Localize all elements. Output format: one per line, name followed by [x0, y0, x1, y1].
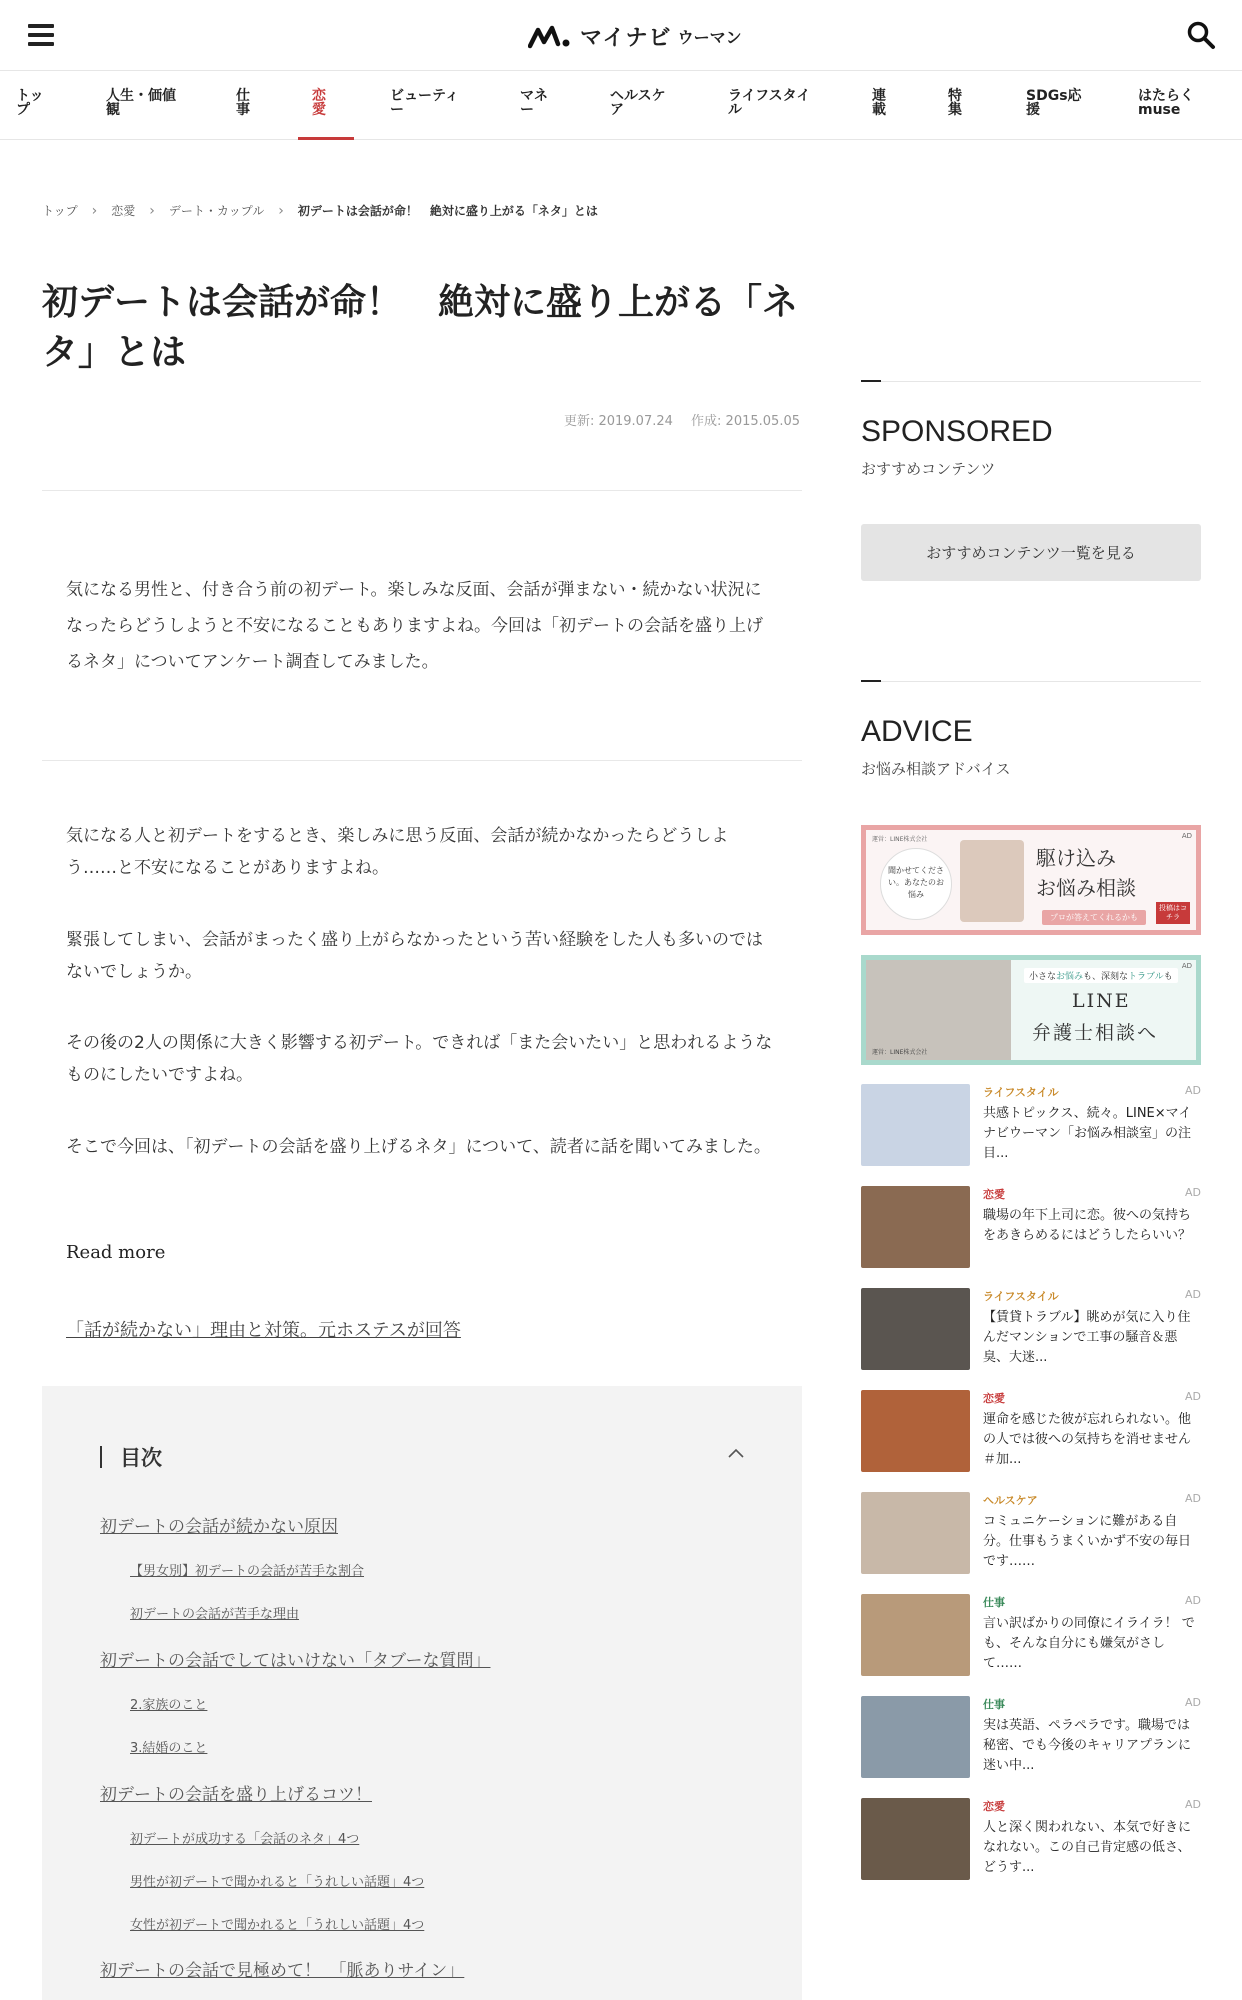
news-category: ヘルスケア: [983, 1494, 1038, 1507]
nav-item-top[interactable]: トップ: [16, 88, 44, 118]
banner-org: 運営：LINE株式会社: [872, 1049, 928, 1056]
breadcrumb-item[interactable]: デート・カップル: [168, 204, 265, 218]
news-thumbnail: [861, 1288, 970, 1370]
article-title: 初デートは会話が命！ 絶対に盛り上がる「ネタ」とは: [42, 282, 799, 373]
breadcrumb: [42, 202, 598, 219]
news-category: 仕事: [983, 1698, 1005, 1711]
news-title: 実は英語、ペラペラです。職場では秘密、でも今後のキャリアプランに迷い中...: [983, 1718, 1192, 1773]
sidebar-news-item[interactable]: [861, 1390, 1201, 1472]
toc-link[interactable]: 初デートの会話で見極めて！ 「脈ありサイン」: [100, 1961, 465, 1981]
banner-headline-2: 弁護士相談へ: [1032, 1022, 1159, 1044]
section-line: [881, 681, 1201, 682]
banner-org: 運営：LINE株式会社: [872, 836, 928, 843]
news-thumbnail: [861, 1594, 970, 1676]
toc-link[interactable]: 男性が初デートで聞かれると「うれしい話題」4つ: [130, 1875, 425, 1890]
toc-link[interactable]: 2.家族のこと: [130, 1698, 208, 1713]
created-date: 作成: 2015.05.05: [691, 414, 800, 429]
news-thumbnail: [861, 1390, 970, 1472]
article-paragraph: その後の2人の関係に大きく影響する初デート。できれば「また会いたい」と思われるようなものにしたいですよね。: [66, 1033, 773, 1085]
banner-tagline: [1024, 968, 1178, 983]
ad-label: AD: [1185, 1594, 1201, 1607]
nav-item-muse[interactable]: はたらくmuse: [1138, 88, 1194, 118]
sponsored-heading: SPONSORED: [861, 415, 1053, 448]
toc-header: [100, 1442, 162, 1472]
sidebar-news-item[interactable]: [861, 1594, 1201, 1676]
article-paragraph: 緊張してしまい、会話がまったく盛り上がらなかったという苦い経験をした人も多いのではないでしょうか。: [66, 930, 763, 982]
news-category: 恋愛: [983, 1188, 1005, 1201]
related-article-link[interactable]: 「話が続かない」理由と対策。元ホステスが回答: [66, 1320, 461, 1341]
lawyer-consultation-banner[interactable]: [861, 955, 1201, 1065]
speech-bubble: 聞かせてください。あなたのお悩み: [880, 848, 952, 920]
news-thumbnail: [861, 1084, 970, 1166]
tag-part-accent: お悩み: [1056, 972, 1084, 982]
active-tab-indicator: [298, 137, 354, 140]
banner-headline-1: 駆け込み: [1036, 846, 1116, 870]
updated-date: 更新: 2019.07.24: [563, 414, 673, 429]
ad-label: AD: [1185, 1696, 1201, 1709]
breadcrumb-current: 初デートは会話が命！ 絶対に盛り上がる「ネタ」とは: [297, 204, 598, 218]
banner-tagline: プロが答えてくれるかも: [1042, 910, 1146, 925]
ad-label: AD: [1185, 1084, 1201, 1097]
sidebar-news-item[interactable]: [861, 1798, 1201, 1880]
section-dash: [861, 380, 881, 382]
news-category: 恋愛: [983, 1392, 1005, 1405]
chevron-right-icon: ›: [149, 202, 155, 219]
nav-item-love[interactable]: 恋愛: [312, 88, 326, 118]
logo-sub: ウーマン: [677, 27, 742, 47]
ad-label: AD: [1181, 832, 1192, 840]
nav-item-work[interactable]: 仕事: [236, 88, 250, 118]
divider: [42, 490, 802, 491]
toc-link[interactable]: 初デートの会話が続かない原因: [100, 1517, 338, 1537]
toc-title: 目次: [120, 1446, 162, 1470]
logo-mark-icon: [528, 22, 574, 50]
toc-link[interactable]: 初デートの会話を盛り上げるコツ！: [100, 1785, 372, 1805]
banner-cta: 投稿はコチラ: [1156, 902, 1190, 924]
news-title: 人と深く関われない、本気で好きになれない。この自己肯定感の低さ、どうす...: [983, 1820, 1192, 1875]
nav-item-money[interactable]: マネー: [520, 88, 548, 118]
banner-headline-1: LINE: [1072, 990, 1131, 1012]
nav-item-sdgs[interactable]: SDGs応援: [1026, 88, 1082, 118]
logo-text: マイナビ: [580, 25, 672, 51]
sidebar-news-item[interactable]: [861, 1186, 1201, 1268]
news-thumbnail: [861, 1492, 970, 1574]
article-dates: [550, 410, 800, 429]
sponsored-subheading: おすすめコンテンツ: [861, 460, 996, 478]
nav-item-life-values[interactable]: 人生・価値観: [106, 88, 176, 118]
consultation-banner[interactable]: [861, 825, 1201, 935]
sidebar-news-item[interactable]: [861, 1492, 1201, 1574]
menu-icon[interactable]: [28, 24, 54, 46]
news-category: ライフスタイル: [983, 1290, 1059, 1303]
news-title: 【賃貸トラブル】眺めが気に入り住んだマンションで工事の騒音＆悪臭、大迷...: [983, 1310, 1191, 1365]
chevron-right-icon: ›: [91, 202, 98, 219]
banner-headline-2: お悩み相談: [1036, 876, 1136, 900]
woman-photo: [960, 840, 1024, 922]
sidebar-news-item[interactable]: [861, 1288, 1201, 1370]
category-nav: [0, 71, 1242, 140]
table-of-contents: [42, 1386, 802, 2000]
toc-link[interactable]: 3.結婚のこと: [130, 1741, 208, 1756]
section-line: [881, 381, 1201, 382]
ad-label: AD: [1185, 1186, 1201, 1199]
tag-part: も、深刻な: [1083, 972, 1129, 982]
tag-part: も: [1163, 972, 1173, 982]
article-paragraph: そこで今回は、「初デートの会話を盛り上げるネタ」について、読者に話を聞いてみました。: [66, 1137, 771, 1157]
sponsored-list-button[interactable]: おすすめコンテンツ一覧を見る: [861, 524, 1201, 581]
breadcrumb-item[interactable]: 恋愛: [111, 204, 136, 218]
news-title: コミュニケーションに難がある自分。仕事もうまくいかず不安の毎日です……: [983, 1514, 1192, 1569]
tag-part-accent: トラブル: [1128, 972, 1164, 982]
toc-link[interactable]: 初デートの会話が苦手な理由: [130, 1607, 300, 1622]
ad-label: AD: [1185, 1798, 1201, 1811]
chevron-up-icon[interactable]: [726, 1446, 746, 1460]
news-title: 言い訳ばかりの同僚にイライラ！ でも、そんな自分にも嫌気がさして……: [983, 1616, 1195, 1671]
news-thumbnail: [861, 1798, 970, 1880]
hands-phone-photo: [866, 960, 1011, 1060]
news-thumbnail: [861, 1696, 970, 1778]
site-header: [0, 0, 1242, 71]
nav-item-lifestyle[interactable]: ライフスタイル: [728, 88, 811, 118]
ad-label: AD: [1185, 1492, 1201, 1505]
read-more-label: Read more: [66, 1242, 166, 1263]
sidebar-news-item[interactable]: [861, 1696, 1201, 1778]
toc-link[interactable]: 【男女別】初デートの会話が苦手な割合: [130, 1564, 365, 1579]
nav-item-healthcare[interactable]: ヘルスケア: [610, 88, 666, 118]
news-category: 恋愛: [983, 1800, 1005, 1813]
search-icon[interactable]: [1186, 20, 1216, 50]
nav-item-series[interactable]: 連載: [872, 88, 886, 118]
tag-part: 小さな: [1029, 972, 1057, 982]
toc-link[interactable]: 初デートの会話でしてはいけない「タブーな質問」: [100, 1651, 491, 1671]
sidebar-news-item[interactable]: [861, 1084, 1201, 1166]
article-paragraph: 気になる人と初デートをするとき、楽しみに思う反面、会話が続かなかったらどうしよう……と不安になることがありますよね。: [66, 826, 729, 878]
toc-accent-bar: [100, 1446, 102, 1468]
toc-link[interactable]: 女性が初デートで聞かれると「うれしい話題」4つ: [130, 1918, 425, 1933]
chevron-right-icon: ›: [278, 202, 284, 219]
advice-subheading: お悩み相談アドバイス: [861, 760, 1011, 778]
nav-item-beauty[interactable]: ビューティー: [390, 88, 459, 118]
divider: [42, 760, 802, 761]
news-category: ライフスタイル: [983, 1086, 1059, 1099]
ad-label: AD: [1185, 1390, 1201, 1403]
toc-link[interactable]: 初デートが成功する「会話のネタ」4つ: [130, 1832, 360, 1847]
advice-heading: ADVICE: [861, 715, 973, 748]
section-dash: [861, 680, 881, 682]
news-title: 共感トピックス、続々。LINE×マイナビウーマン「お悩み相談室」の注目...: [983, 1106, 1192, 1161]
ad-label: AD: [1185, 1288, 1201, 1301]
article-lead: 気になる男性と、付き合う前の初デート。楽しみな反面、会話が弾まない・続かない状況になったらどうしようと不安になることもありますよね。今回は「初デートの会話を盛り上げるネタ」についてアンケート調査してみました。: [66, 580, 763, 672]
site-logo[interactable]: [528, 20, 742, 52]
news-title: 職場の年下上司に恋。彼への気持ちをあきらめるにはどうしたらいい？: [983, 1208, 1192, 1243]
breadcrumb-item[interactable]: トップ: [42, 204, 78, 218]
ad-label: AD: [1181, 962, 1192, 970]
news-title: 運命を感じた彼が忘れられない。他の人では彼への気持ちを消せません＃加...: [983, 1412, 1192, 1467]
news-thumbnail: [861, 1186, 970, 1268]
nav-item-feature[interactable]: 特集: [948, 88, 962, 118]
news-category: 仕事: [983, 1596, 1005, 1609]
